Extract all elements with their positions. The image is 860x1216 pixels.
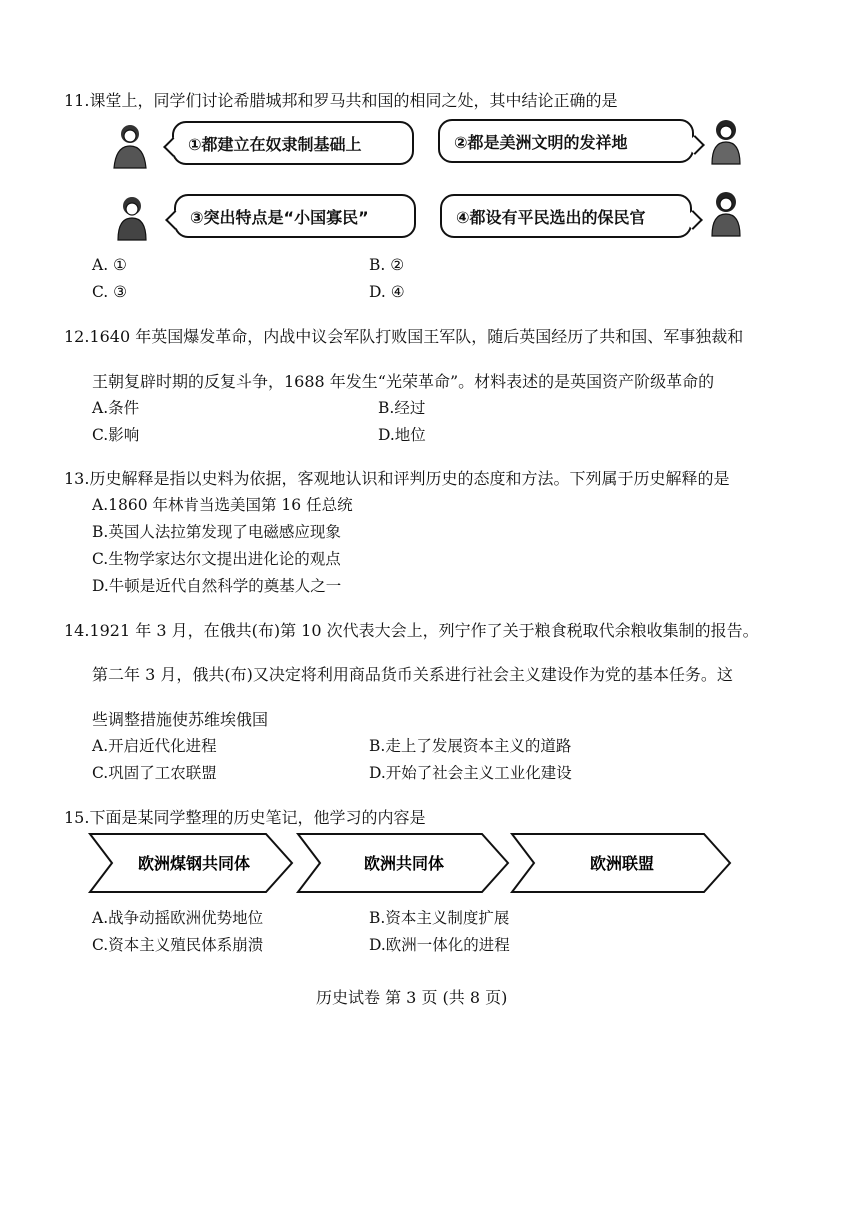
q12-stem-line1: 12.1640 年英国爆发革命，内战中议会军队打败国王军队，随后英国经历了共和国、军事独裁和 [64,327,744,346]
q14-option-c[interactable]: C.巩固了工农联盟 [92,764,217,782]
page-footer: 历史试卷 第 3 页 (共 8 页) [316,988,508,1007]
q15-stem: 15.下面是某同学整理的历史笔记，他学习的内容是 [64,808,426,827]
q11-option-c[interactable]: C. ③ [92,283,128,301]
q11-option-d[interactable]: D. ④ [369,283,405,301]
q11-bubble-2: ②都是美洲文明的发祥地 [438,119,694,163]
q11-option-a[interactable]: A. ① [92,256,127,274]
q11-bubble-1: ①都建立在奴隶制基础上 [172,121,414,165]
q13-option-d[interactable]: D.牛顿是近代自然科学的奠基人之一 [92,577,342,595]
q14-stem-line2: 第二年 3 月，俄共(布)又决定将利用商品货币关系进行社会主义建设作为党的基本任务。这 [92,665,733,684]
q15-option-c[interactable]: C.资本主义殖民体系崩溃 [92,936,264,954]
student-figure-icon [702,190,746,238]
flow-label-3: 欧洲联盟 [589,854,655,873]
q12-option-d[interactable]: D.地位 [378,426,426,444]
flow-label-1: 欧洲煤钢共同体 [137,854,251,873]
q14-stem-line1: 14.1921 年 3 月，在俄共(布)第 10 次代表大会上，列宁作了关于粮食税取代余粮收集制的报告。 [64,621,759,640]
q13-option-a[interactable]: A.1860 年林肯当选美国第 16 任总统 [92,496,353,514]
q12-option-c[interactable]: C.影响 [92,426,140,444]
q11-bubble-3: ③突出特点是“小国寡民” [174,194,416,238]
q13-option-b[interactable]: B.英国人法拉第发现了电磁感应现象 [92,523,341,541]
q14-option-d[interactable]: D.开始了社会主义工业化建设 [369,764,572,782]
q13-option-c[interactable]: C.生物学家达尔文提出进化论的观点 [92,550,341,568]
q11-option-b[interactable]: B. ② [369,256,405,274]
student-figure-icon [704,118,748,166]
q12-option-a[interactable]: A.条件 [92,399,140,417]
q15-option-b[interactable]: B.资本主义制度扩展 [369,909,510,927]
q12-option-b[interactable]: B.经过 [378,399,426,417]
q12-stem-line2: 王朝复辟时期的反复斗争，1688 年发生“光荣革命”。材料表述的是英国资产阶级革命的 [92,372,715,391]
flow-label-2: 欧洲共同体 [363,854,445,873]
q11-bubble-4: ④都设有平民选出的保民官 [440,194,692,238]
q14-option-b[interactable]: B.走上了发展资本主义的道路 [369,737,572,755]
q14-option-a[interactable]: A.开启近代化进程 [92,737,217,755]
q15-option-a[interactable]: A.战争动摇欧洲优势地位 [92,909,264,927]
student-figure-icon [110,194,154,242]
eu-integration-flow [86,830,736,896]
q14-stem-line3: 些调整措施使苏维埃俄国 [92,710,269,729]
q11-stem: 11.课堂上，同学们讨论希腊城邦和罗马共和国的相同之处，其中结论正确的是 [64,91,618,110]
student-figure-icon [108,122,152,170]
q13-stem: 13.历史解释是指以史料为依据，客观地认识和评判历史的态度和方法。下列属于历史解释的是 [64,469,730,488]
q15-option-d[interactable]: D.欧洲一体化的进程 [369,936,510,954]
